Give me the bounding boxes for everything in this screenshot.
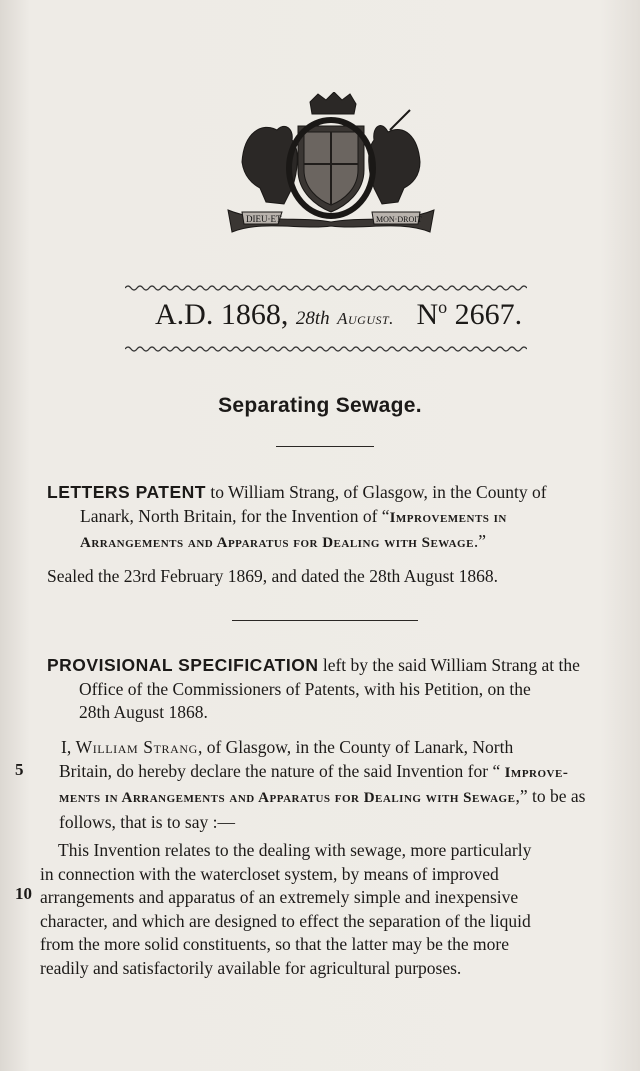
number-prefix: N xyxy=(416,298,439,331)
wavy-rule-bottom xyxy=(125,345,527,353)
motto-right: MON·DROIT xyxy=(376,215,422,224)
declaration-paragraph xyxy=(47,736,617,834)
text-line: Sealed the 23rd February 1869, and dated the 28th August 1868. xyxy=(47,566,499,586)
text-line: left by the said William Strang at the xyxy=(318,655,580,675)
text-line: This Invention relates to the dealing with sewage, more particularly xyxy=(58,840,532,860)
line-number: 10 xyxy=(15,884,32,903)
text-line: character, and which are designed to effect the separation of the liquid xyxy=(40,910,531,931)
date-day: 28th xyxy=(295,308,330,329)
sealed-line xyxy=(47,565,617,589)
text-line: .” xyxy=(473,531,487,551)
inventor-name: William Strang xyxy=(75,737,198,757)
divider xyxy=(232,620,418,621)
text-line: arrangements and apparatus of an extremely simple and inexpensive xyxy=(40,887,519,907)
title-smallcaps: Improvements in xyxy=(389,509,507,526)
title-smallcaps: Arrangements and Apparatus for Dealing with Sewage xyxy=(80,535,474,551)
line-number: 5 xyxy=(15,760,24,779)
text-line: from the more solid constituents, so that the latter may be the more xyxy=(40,934,509,954)
date-month: August. xyxy=(337,309,394,328)
letters-patent-paragraph xyxy=(47,481,617,556)
number-sup: o xyxy=(438,297,448,317)
text-line: follows, that is to say :— xyxy=(59,811,235,832)
motto-left: DIEU·ET xyxy=(246,214,282,224)
royal-coat-of-arms-image xyxy=(222,92,440,234)
text-line: ,” to be as xyxy=(515,786,586,806)
year: A.D. 1868, xyxy=(155,298,289,331)
text-line: Office of the Commissioners of Patents, with his Petition, on the xyxy=(79,678,531,699)
text-line: to William Strang, of Glasgow, in the County of xyxy=(206,482,547,502)
text-line: readily and satisfactorily available for agricultural purposes. xyxy=(40,957,462,978)
invention-paragraph xyxy=(40,839,620,980)
text-line: in connection with the watercloset system, by means of improved xyxy=(40,863,499,884)
text-line: , of Glasgow, in the County of Lanark, North xyxy=(197,737,514,757)
subject-title: Separating Sewage. xyxy=(218,394,422,417)
divider xyxy=(276,446,374,447)
text-line: Britain, do hereby declare the nature of the said Invention for “ xyxy=(59,760,505,781)
provisional-heading: PROVISIONAL SPECIFICATION xyxy=(47,655,319,675)
patent-number: 2667. xyxy=(454,298,523,331)
title-smallcaps: ments in Arrangements and Apparatus for Dealing with Sewage xyxy=(59,790,516,806)
text-line: Lanark, North Britain, for the Invention of “ xyxy=(80,505,390,526)
letters-patent-heading: LETTERS PATENT xyxy=(47,482,206,502)
text-line: 28th August 1868. xyxy=(79,702,208,722)
text-line: I, xyxy=(61,737,76,757)
title-smallcaps: Improve- xyxy=(504,764,569,781)
provisional-specification-paragraph xyxy=(47,654,617,725)
patent-header-line xyxy=(155,298,535,332)
wavy-rule-top xyxy=(125,284,527,292)
